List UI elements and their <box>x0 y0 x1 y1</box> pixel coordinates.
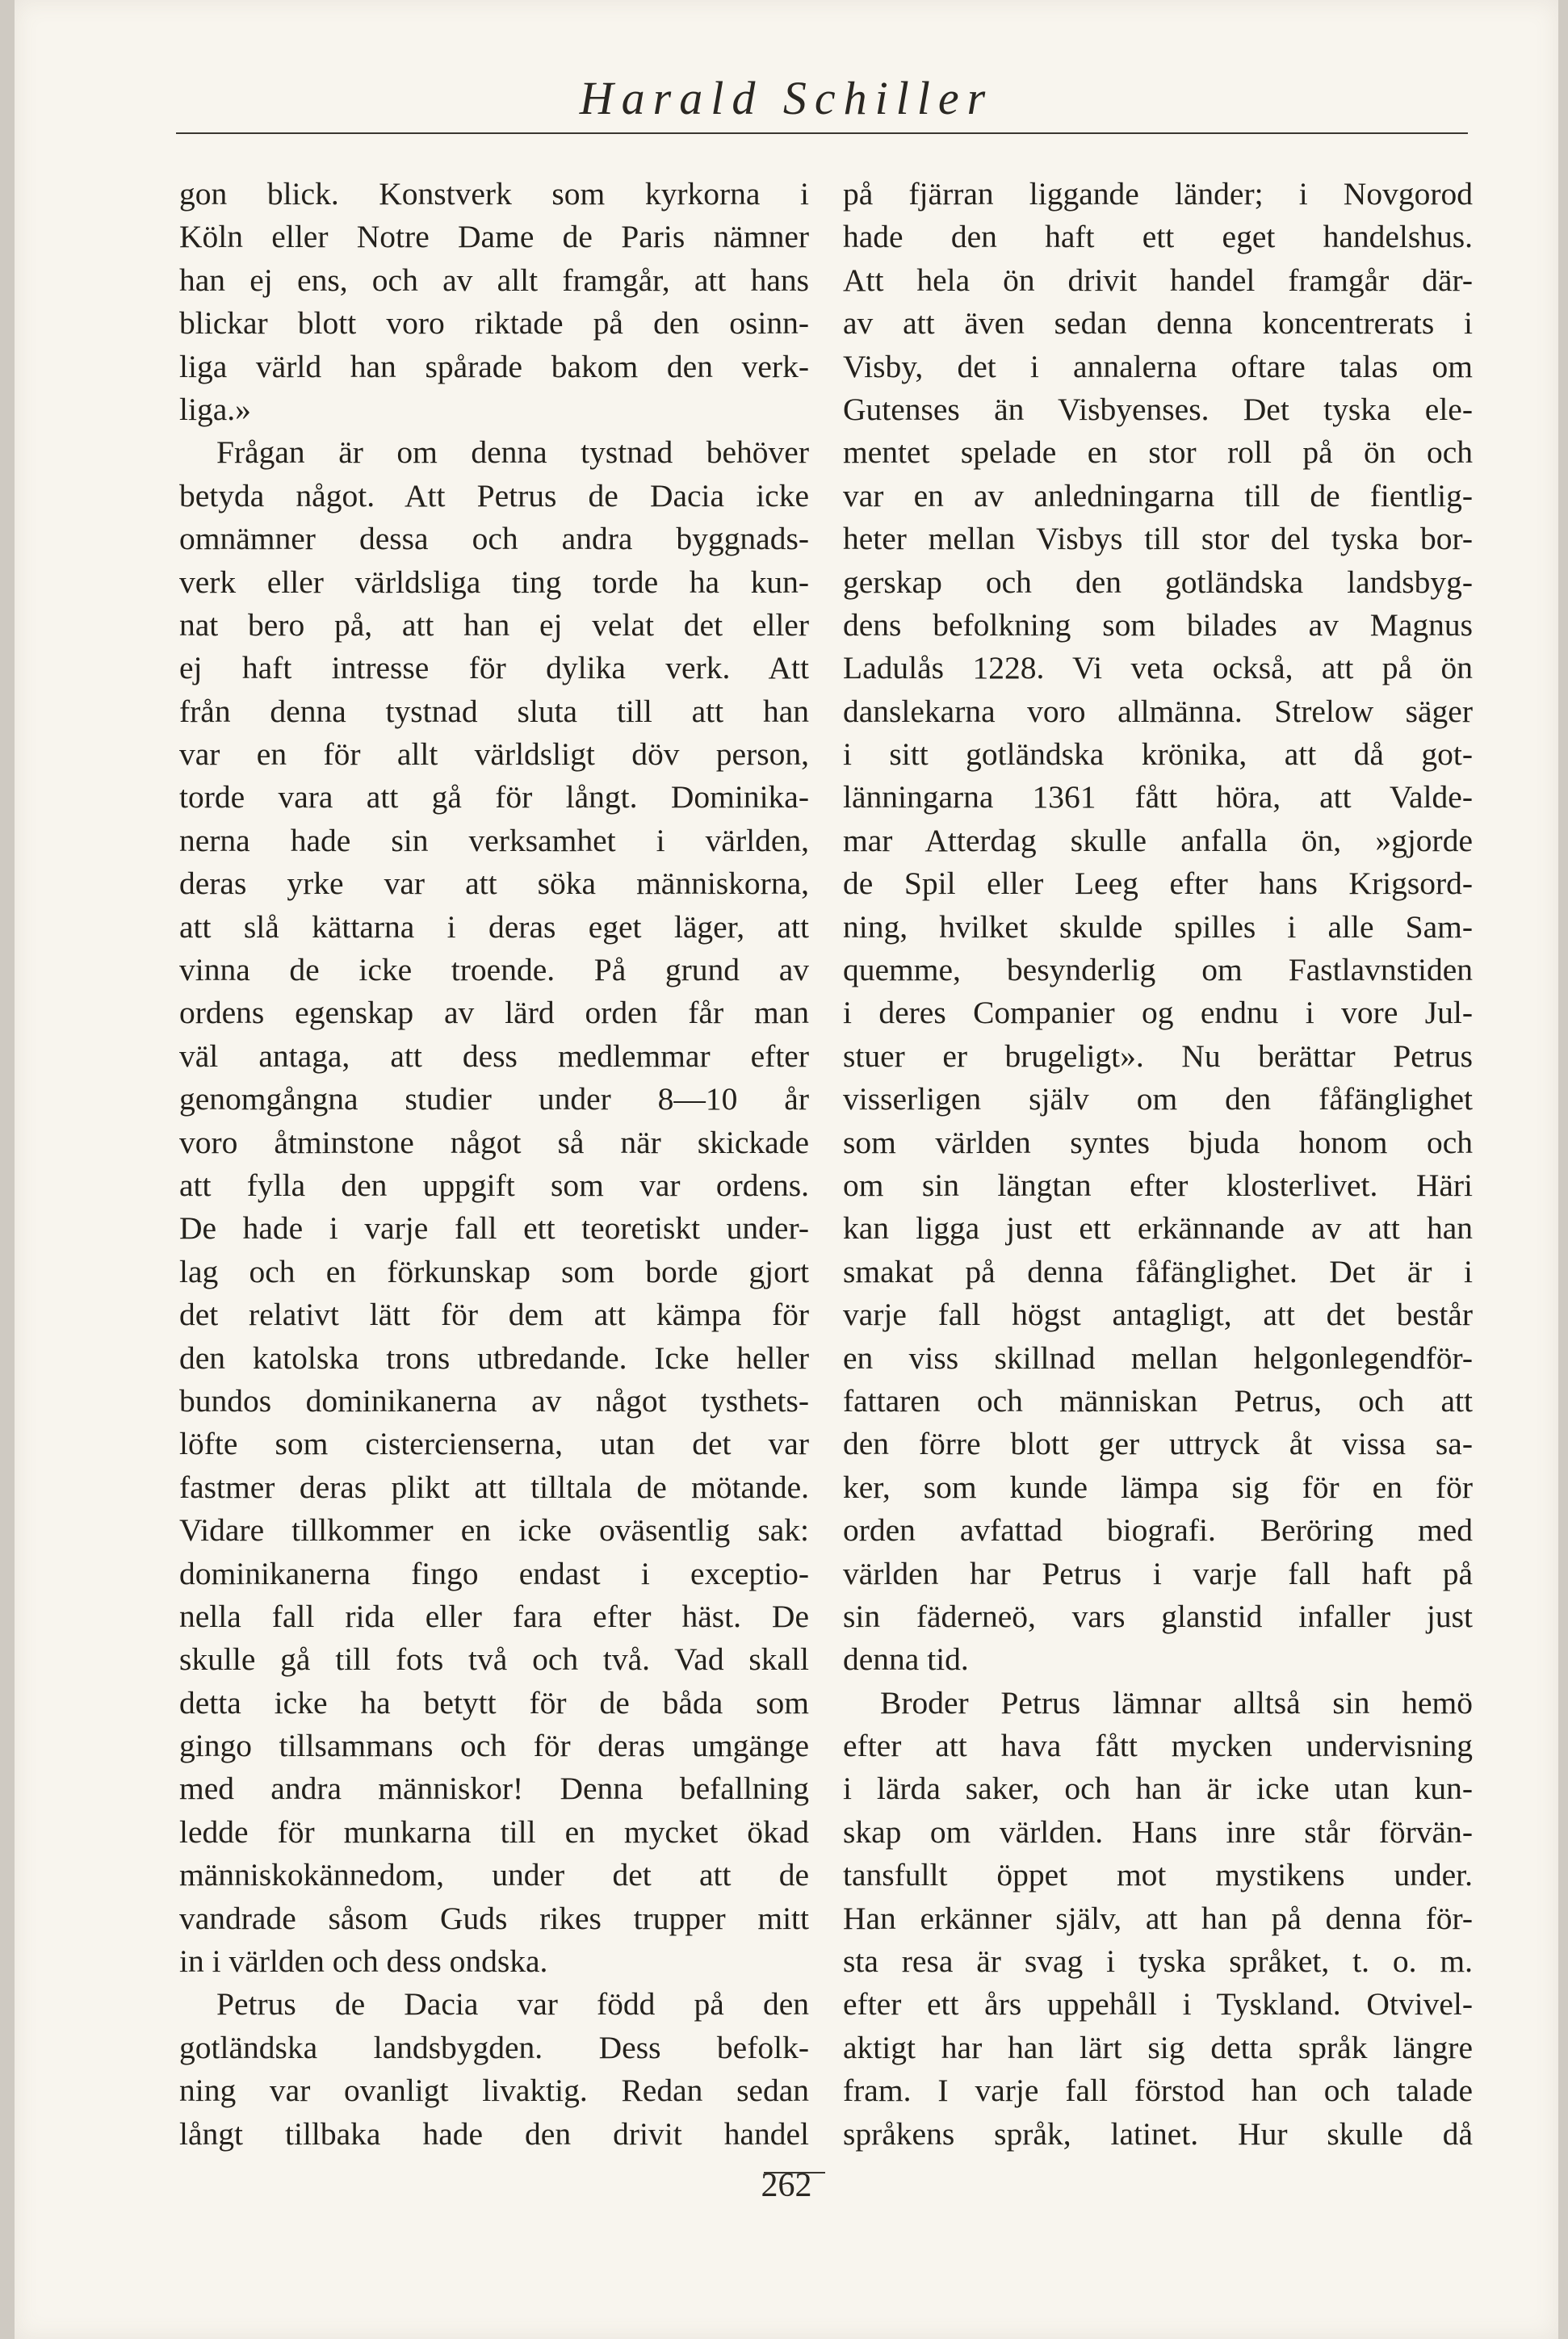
text-line: dens befolkning som bilades av Magnus <box>843 606 1473 643</box>
text-line: Gutenses än Visbyenses. Det tyska ele- <box>843 391 1473 427</box>
text-line: nat bero på, att han ej velat det eller <box>179 606 809 643</box>
text-line: orden avfattad biografi. Beröring med <box>843 1512 1473 1549</box>
text-line: människokännedom, under det att de <box>179 1857 809 1893</box>
text-line: voro åtminstone något så när skickade <box>179 1124 809 1160</box>
text-line: gon blick. Konstverk som kyrkorna i <box>179 176 809 212</box>
text-line: efter att hava fått mycken undervisning <box>843 1728 1473 1764</box>
header-rule <box>176 132 1468 134</box>
text-line: Ladulås 1228. Vi veta också, att på ön <box>843 650 1473 686</box>
text-line: lag och en förkunskap som borde gjort <box>179 1253 809 1289</box>
text-line: nella fall rida eller fara efter häst. De <box>179 1598 809 1634</box>
text-line: det relativt lätt för dem att kämpa för <box>179 1297 809 1333</box>
text-line: gerskap och den gotländska landsbyg- <box>843 564 1473 600</box>
text-line: mar Atterdag skulle anfalla ön, »gjorde <box>843 822 1473 858</box>
text-line: Köln eller Notre Dame de Paris nämner <box>179 219 809 255</box>
text-line: i lärda saker, och han är icke utan kun- <box>843 1771 1473 1807</box>
text-line: i sitt gotländska krönika, att då got- <box>843 736 1473 773</box>
text-line: tansfullt öppet mot mystikens under. <box>843 1857 1473 1893</box>
left-column <box>179 173 809 2156</box>
text-line: ning var ovanligt livaktig. Redan sedan <box>179 2073 809 2109</box>
text-line: om sin längtan efter klosterlivet. Häri <box>843 1167 1473 1203</box>
text-line: Att hela ön drivit handel framgår där- <box>843 262 1473 298</box>
text-line: ej haft intresse för dylika verk. Att <box>179 650 809 686</box>
text-line: danslekarna voro allmänna. Strelow säger <box>843 693 1473 729</box>
text-line: mentet spelade en stor roll på ön och <box>843 434 1473 471</box>
text-line: betyda något. Att Petrus de Dacia icke <box>179 477 809 513</box>
text-line: på fjärran liggande länder; i Novgorod <box>843 176 1473 212</box>
text-line: torde vara att gå för långt. Dominika- <box>179 779 809 815</box>
text-line: denna tid. <box>843 1641 969 1678</box>
text-line: gotländska landsbygden. Dess befolk- <box>179 2029 809 2065</box>
running-head: Harald Schiller <box>579 72 994 124</box>
text-line: långt tillbaka hade den drivit handel <box>179 2115 809 2152</box>
text-line: världen har Petrus i varje fall haft på <box>843 1555 1473 1591</box>
text-line: smakat på denna fåfänglighet. Det är i <box>843 1253 1473 1289</box>
text-line: sin fäderneö, vars glanstid infaller just <box>843 1598 1473 1634</box>
text-line: den förre blott ger uttryck åt vissa sa- <box>843 1426 1473 1462</box>
text-line: ker, som kunde lämpa sig för en för <box>843 1469 1473 1505</box>
text-line: av att även sedan denna koncentrerats i <box>843 305 1473 342</box>
text-line: var en av anledningarna till de fientlig- <box>843 477 1473 513</box>
text-line: språkens språk, latinet. Hur skulle då <box>843 2115 1473 2152</box>
text-line: verk eller världsliga ting torde ha kun- <box>179 564 809 600</box>
text-line: kan ligga just ett erkännande av att han <box>843 1210 1473 1247</box>
text-line: att fylla den uppgift som var ordens. <box>179 1167 809 1203</box>
text-line: Han erkänner själv, att han på denna för- <box>843 1900 1473 1936</box>
text-line: quemme, besynderlig om Fastlavnstiden <box>843 952 1473 988</box>
text-line: ordens egenskap av lärd orden får man <box>179 995 809 1031</box>
text-line: sta resa är svag i tyska språket, t. o. m. <box>843 1943 1473 1980</box>
text-line: genomgångna studier under 8—10 år <box>179 1081 809 1117</box>
text-line: fastmer deras plikt att tilltala de mötande. <box>179 1469 809 1505</box>
text-line: Broder Petrus lämnar alltså sin hemö <box>880 1684 1473 1721</box>
text-line: aktigt har han lärt sig detta språk längre <box>843 2029 1473 2065</box>
text-line: visserligen själv om den fåfänglighet <box>843 1081 1473 1117</box>
text-line: varje fall högst antagligt, att det består <box>843 1297 1473 1333</box>
text-line: nerna hade sin verksamhet i världen, <box>179 822 809 858</box>
text-line: i deres Companier og endnu i vore Jul- <box>843 995 1473 1031</box>
book-page <box>15 0 1558 2339</box>
text-line: skulle gå till fots två och två. Vad skall <box>179 1641 809 1678</box>
text-line: den katolska trons utbredande. Icke heller <box>179 1339 809 1376</box>
text-line: dominikanerna fingo endast i exceptio- <box>179 1555 809 1591</box>
text-line: blickar blott voro riktade på den osinn- <box>179 305 809 342</box>
text-line: löfte som cistercienserna, utan det var <box>179 1426 809 1462</box>
text-line: vandrade såsom Guds rikes trupper mitt <box>179 1900 809 1936</box>
text-line: bundos dominikanerna av något tysthets- <box>179 1382 809 1419</box>
text-line: Petrus de Dacia var född på den <box>216 1986 809 2023</box>
text-line: fram. I varje fall förstod han och talade <box>843 2073 1473 2109</box>
text-line: från denna tystnad sluta till att han <box>179 693 809 729</box>
text-line: de Spil eller Leeg efter hans Krigsord- <box>843 866 1473 902</box>
text-line: fattaren och människan Petrus, och att <box>843 1382 1473 1419</box>
text-line: in i världen och dess ondska. <box>179 1943 548 1980</box>
text-line: liga.» <box>179 391 251 427</box>
text-line: omnämner dessa och andra byggnads- <box>179 521 809 557</box>
right-column <box>843 173 1473 2156</box>
text-line: var en för allt världsligt döv person, <box>179 736 809 773</box>
text-line: med andra människor! Denna befallning <box>179 1771 809 1807</box>
text-line: stuer er brugeligt». Nu berättar Petrus <box>843 1037 1473 1074</box>
text-line: ledde för munkarna till en mycket ökad <box>179 1813 809 1850</box>
text-line: gingo tillsammans och för deras umgänge <box>179 1728 809 1764</box>
text-line: efter ett års uppehåll i Tyskland. Otvivel- <box>843 1986 1473 2023</box>
text-line: De hade i varje fall ett teoretiskt under- <box>179 1210 809 1247</box>
text-line: skap om världen. Hans inre står förvän- <box>843 1813 1473 1850</box>
text-line: vinna de icke troende. På grund av <box>179 952 809 988</box>
text-line: väl antaga, att dess medlemmar efter <box>179 1037 809 1074</box>
text-line: heter mellan Visbys till stor del tyska bor- <box>843 521 1473 557</box>
text-line: hade den haft ett eget handelshus. <box>843 219 1473 255</box>
page-number: 262 <box>761 2167 812 2204</box>
text-line: som världen syntes bjuda honom och <box>843 1124 1473 1160</box>
text-line: han ej ens, och av allt framgår, att hans <box>179 262 809 298</box>
text-line: en viss skillnad mellan helgonlegendför- <box>843 1339 1473 1376</box>
text-line: länningarna 1361 fått höra, att Valde- <box>843 779 1473 815</box>
text-line: att slå kättarna i deras eget läger, att <box>179 908 809 945</box>
text-line: deras yrke var att söka människorna, <box>179 866 809 902</box>
text-line: detta icke ha betytt för de båda som <box>179 1684 809 1721</box>
text-line: Visby, det i annalerna oftare talas om <box>843 348 1473 384</box>
text-line: Frågan är om denna tystnad behöver <box>216 434 809 471</box>
text-line: ning, hvilket skulde spilles i alle Sam- <box>843 908 1473 945</box>
text-line: Vidare tillkommer en icke oväsentlig sak: <box>179 1512 809 1549</box>
text-line: liga värld han spårade bakom den verk- <box>179 348 809 384</box>
